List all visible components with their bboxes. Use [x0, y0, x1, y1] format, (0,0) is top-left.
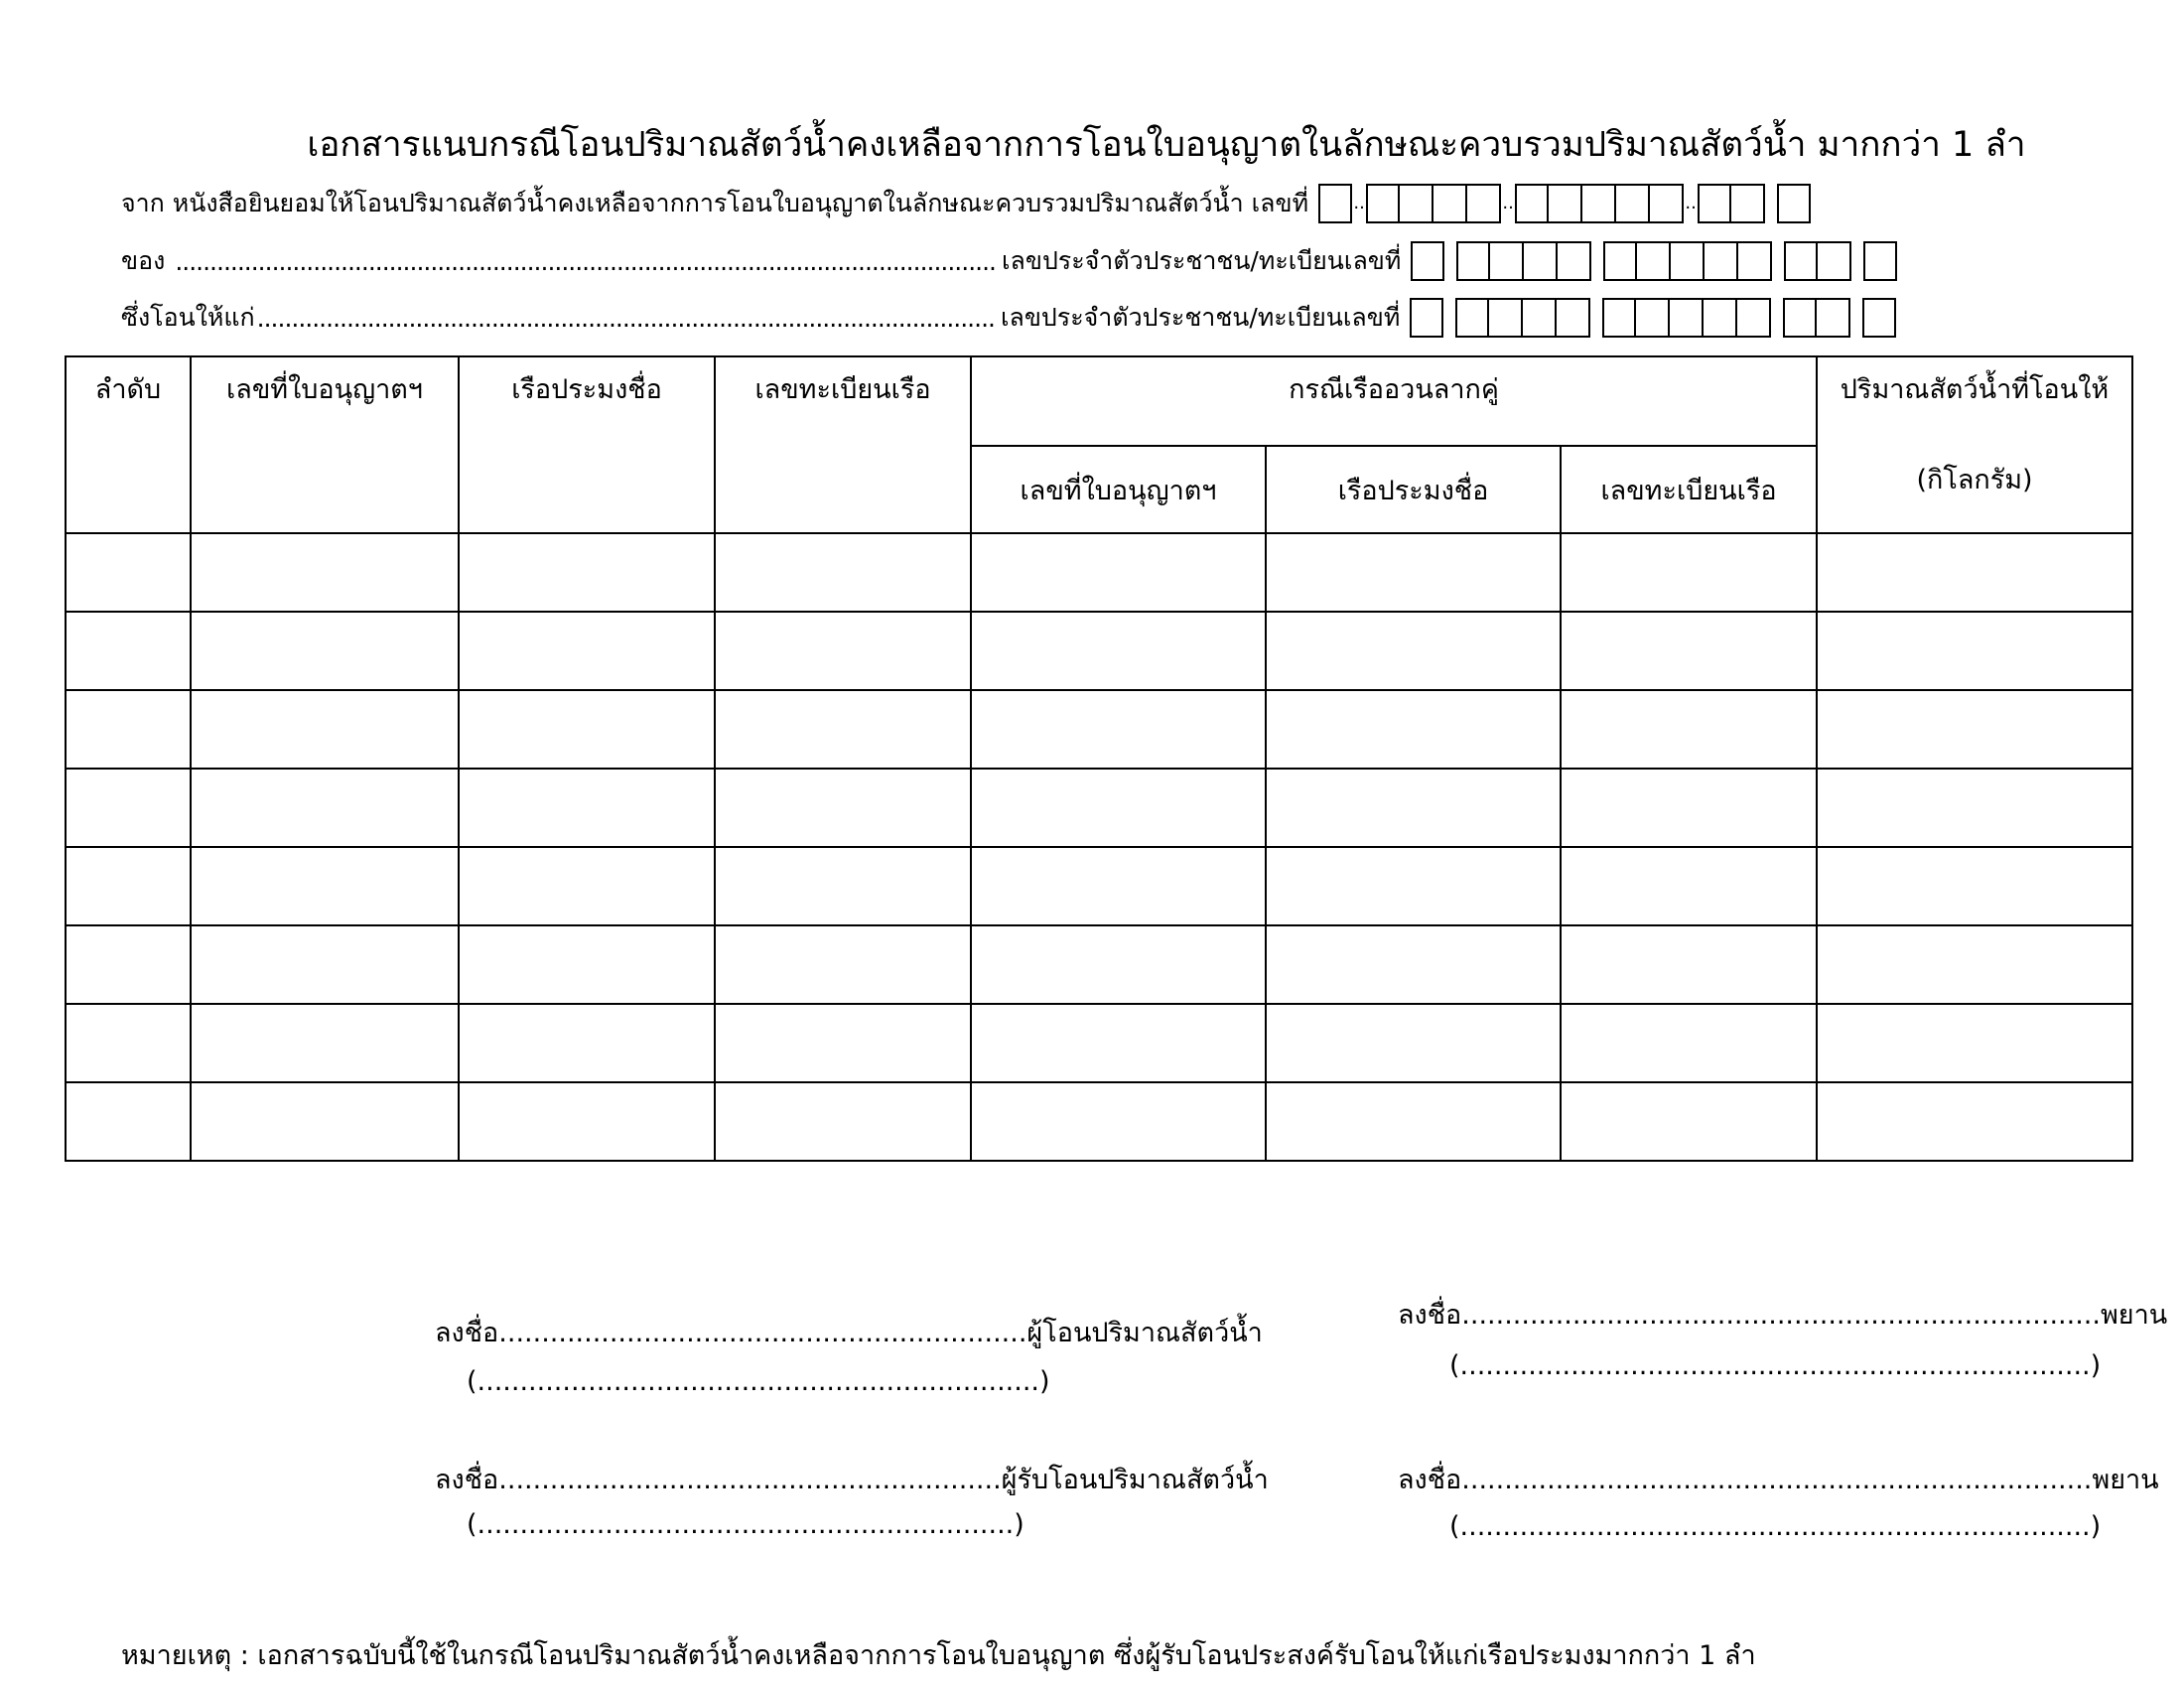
digit-box[interactable] — [1467, 184, 1501, 223]
table-cell[interactable] — [1266, 612, 1561, 690]
table-cell[interactable] — [66, 847, 191, 925]
table-cell[interactable] — [715, 1004, 971, 1082]
table-cell[interactable] — [191, 847, 459, 925]
receiver-sign-field[interactable]: ........................................................... — [498, 1465, 1002, 1495]
table-cell[interactable] — [1817, 769, 2132, 847]
table-cell[interactable] — [191, 1004, 459, 1082]
table-cell[interactable] — [971, 925, 1266, 1004]
header-quantity — [1817, 356, 2132, 533]
receiver-signature — [435, 1458, 1269, 1500]
digit-box[interactable] — [1704, 298, 1737, 338]
table-cell[interactable] — [459, 1004, 715, 1082]
digit-box[interactable] — [1705, 241, 1738, 281]
transfer-table — [65, 355, 2133, 1162]
digit-box[interactable] — [1817, 298, 1850, 338]
sign-label: ลงชื่อ — [435, 1318, 499, 1348]
table-cell[interactable] — [1561, 690, 1817, 769]
table-cell[interactable] — [971, 1004, 1266, 1082]
digit-box[interactable] — [1784, 241, 1818, 281]
digit-box[interactable] — [1400, 184, 1433, 223]
table-cell[interactable] — [971, 612, 1266, 690]
witness-role: พยาน — [2100, 1300, 2168, 1331]
table-cell[interactable] — [1561, 925, 1817, 1004]
table-cell[interactable] — [191, 690, 459, 769]
digit-box[interactable] — [1650, 184, 1684, 223]
recipient-id-label: เลขประจำตัวประชาชน/ทะเบียนเลขที่ — [1000, 303, 1401, 332]
sign-label: ลงชื่อ — [1398, 1465, 1462, 1495]
digit-box[interactable] — [1616, 184, 1650, 223]
header-pair-license-no: เลขที่ใบอนุญาตฯ — [971, 446, 1266, 533]
table-cell[interactable] — [459, 533, 715, 612]
table-cell[interactable] — [1817, 690, 2132, 769]
table-cell[interactable] — [66, 1082, 191, 1161]
transferor-name-paren[interactable]: (..................................................................) — [467, 1366, 1050, 1397]
table-cell[interactable] — [715, 533, 971, 612]
witness-role: พยาน — [2092, 1465, 2159, 1495]
receiver-role: ผู้รับโอนปริมาณสัตว์น้ำ — [1001, 1465, 1269, 1495]
digit-box[interactable] — [1490, 241, 1524, 281]
table-cell[interactable] — [459, 769, 715, 847]
digit-box[interactable] — [1738, 241, 1772, 281]
digit-box[interactable] — [1670, 298, 1704, 338]
table-cell[interactable] — [191, 612, 459, 690]
table-row — [66, 533, 2132, 612]
table-row — [66, 690, 2132, 769]
table-cell[interactable] — [66, 690, 191, 769]
witness1-name-paren[interactable]: (..........................................................................) — [1449, 1350, 2102, 1381]
digit-box[interactable] — [1698, 184, 1731, 223]
digit-box[interactable] — [1515, 184, 1549, 223]
digit-box[interactable] — [1777, 184, 1811, 223]
witness1-sign-field[interactable]: ........................................................................... — [1461, 1300, 2101, 1331]
digit-box[interactable] — [1637, 241, 1671, 281]
table-cell[interactable] — [459, 925, 715, 1004]
table-cell[interactable] — [1266, 847, 1561, 925]
table-row — [66, 769, 2132, 847]
header-vessel-name: เรือประมงชื่อ — [459, 356, 715, 533]
digit-box[interactable] — [1603, 241, 1637, 281]
header-pair-vessel-name: เรือประมงชื่อ — [1266, 446, 1561, 533]
table-cell[interactable] — [459, 612, 715, 690]
table-row — [66, 1004, 2132, 1082]
header-license-no: เลขที่ใบอนุญาตฯ — [191, 356, 459, 533]
table-cell[interactable] — [715, 612, 971, 690]
table-cell[interactable] — [1561, 1004, 1817, 1082]
table-cell[interactable] — [191, 1082, 459, 1161]
digit-box[interactable] — [1636, 298, 1670, 338]
digit-box[interactable] — [1366, 184, 1400, 223]
header-quantity-label: ปริมาณสัตว์น้ำที่โอนให้ — [1840, 374, 2110, 405]
owner-name-field[interactable]: ....................................................................................................................... — [175, 246, 996, 276]
witness2-signature — [1398, 1458, 2159, 1500]
digit-box[interactable] — [1456, 241, 1490, 281]
recipient-line — [121, 298, 1896, 338]
table-cell[interactable] — [715, 1082, 971, 1161]
digit-box[interactable] — [1433, 184, 1467, 223]
table-row — [66, 1082, 2132, 1161]
transferor-signature — [435, 1311, 1263, 1353]
sign-label: ลงชื่อ — [435, 1465, 499, 1495]
table-row — [66, 612, 2132, 690]
digit-box[interactable] — [1410, 298, 1443, 338]
table-cell[interactable] — [1817, 612, 2132, 690]
table-cell[interactable] — [971, 1082, 1266, 1161]
digit-box[interactable] — [1558, 241, 1591, 281]
digit-box[interactable] — [1582, 184, 1616, 223]
owner-label: ของ — [121, 246, 166, 275]
table-cell[interactable] — [1266, 925, 1561, 1004]
digit-box[interactable] — [1602, 298, 1636, 338]
table-cell[interactable] — [66, 1004, 191, 1082]
header-vessel-reg: เลขทะเบียนเรือ — [715, 356, 971, 533]
recipient-label: ซึ่งโอนให้แก่ — [121, 303, 255, 332]
table-cell[interactable] — [1817, 533, 2132, 612]
owner-id-boxes[interactable] — [1411, 241, 1897, 281]
table-cell[interactable] — [1561, 769, 1817, 847]
table-cell[interactable] — [1817, 1082, 2132, 1161]
table-cell[interactable] — [191, 769, 459, 847]
owner-id-label: เลขประจำตัวประชาชน/ทะเบียนเลขที่ — [1001, 246, 1402, 275]
table-cell[interactable] — [715, 925, 971, 1004]
digit-box[interactable] — [1737, 298, 1771, 338]
table-cell[interactable] — [66, 612, 191, 690]
table-cell[interactable] — [191, 925, 459, 1004]
digit-box[interactable] — [1318, 184, 1352, 223]
table-cell[interactable] — [715, 690, 971, 769]
table-cell[interactable] — [1817, 925, 2132, 1004]
digit-box[interactable] — [1783, 298, 1817, 338]
transferor-sign-field[interactable]: .............................................................. — [498, 1318, 1027, 1348]
document-title: เอกสารแนบกรณีโอนปริมาณสัตว์น้ำคงเหลือจากการโอนใบอนุญาตในลักษณะควบรวมปริมาณสัตว์น้ำ มากกว่า 1 ลำ — [307, 125, 2026, 165]
table-cell[interactable] — [1561, 1082, 1817, 1161]
witness2-name-paren[interactable]: (..........................................................................) — [1449, 1511, 2102, 1542]
table-cell[interactable] — [1266, 533, 1561, 612]
table-cell[interactable] — [459, 1082, 715, 1161]
table-cell[interactable] — [1561, 612, 1817, 690]
transferor-role: ผู้โอนปริมาณสัตว์น้ำ — [1026, 1318, 1263, 1348]
table-cell[interactable] — [1561, 533, 1817, 612]
table-row — [66, 925, 2132, 1004]
header-order: ลำดับ — [66, 356, 191, 533]
digit-box[interactable] — [1489, 298, 1523, 338]
table-cell[interactable] — [1561, 847, 1817, 925]
table-cell[interactable] — [1817, 1004, 2132, 1082]
table-cell[interactable] — [66, 533, 191, 612]
owner-line — [121, 241, 1897, 281]
table-cell[interactable] — [1266, 769, 1561, 847]
sign-label: ลงชื่อ — [1398, 1300, 1462, 1331]
digit-box[interactable] — [1523, 298, 1557, 338]
header-pair-vessel-reg: เลขทะเบียนเรือ — [1561, 446, 1817, 533]
table-cell[interactable] — [1817, 847, 2132, 925]
table-cell[interactable] — [971, 769, 1266, 847]
consent-letter-line — [121, 184, 1811, 223]
table-cell[interactable] — [66, 925, 191, 1004]
consent-letter-label: จาก หนังสือยินยอมให้โอนปริมาณสัตว์น้ำคงเหลือจากการโอนใบอนุญาตในลักษณะควบรวมปริมาณสัตว์น้ำ เลขที่ — [121, 189, 1309, 217]
digit-box[interactable] — [1455, 298, 1489, 338]
table-cell[interactable] — [66, 769, 191, 847]
digit-box[interactable] — [1863, 241, 1897, 281]
table-cell[interactable] — [971, 690, 1266, 769]
table-cell[interactable] — [1266, 1004, 1561, 1082]
table-cell[interactable] — [459, 847, 715, 925]
table-cell[interactable] — [1266, 690, 1561, 769]
recipient-name-field[interactable]: ........................................................................................................... — [256, 303, 995, 333]
table-row — [66, 847, 2132, 925]
digit-box[interactable] — [1549, 184, 1582, 223]
header-quantity-unit: (กิโลกรัม) — [1916, 465, 2033, 495]
digit-box[interactable] — [1818, 241, 1851, 281]
table-cell[interactable] — [715, 769, 971, 847]
digit-box[interactable] — [1862, 298, 1896, 338]
table-cell[interactable] — [459, 690, 715, 769]
table-cell[interactable] — [1266, 1082, 1561, 1161]
consent-letter-number-boxes[interactable]: .. .. .. — [1318, 184, 1811, 223]
digit-box[interactable] — [1731, 184, 1765, 223]
table-cell[interactable] — [715, 847, 971, 925]
witness1-signature — [1398, 1293, 2167, 1336]
digit-box[interactable] — [1557, 298, 1590, 338]
digit-box[interactable] — [1524, 241, 1558, 281]
header-pair-trawl: กรณีเรืออวนลากคู่ — [971, 356, 1817, 446]
table-cell[interactable] — [971, 533, 1266, 612]
digit-box[interactable] — [1411, 241, 1444, 281]
footnote: หมายเหตุ : เอกสารฉบับนี้ใช้ในกรณีโอนปริมาณสัตว์น้ำคงเหลือจากการโอนใบอนุญาต ซึ่งผู้รับโอนประสงค์รับโอนให้แก่เรือประมงมากกว่า 1 ลำ — [121, 1640, 1756, 1671]
receiver-name-paren[interactable]: (...............................................................) — [467, 1509, 1024, 1540]
recipient-id-boxes[interactable] — [1410, 298, 1896, 338]
witness2-sign-field[interactable]: .......................................................................... — [1461, 1465, 2093, 1495]
table-cell[interactable] — [191, 533, 459, 612]
table-cell[interactable] — [971, 847, 1266, 925]
digit-box[interactable] — [1671, 241, 1705, 281]
